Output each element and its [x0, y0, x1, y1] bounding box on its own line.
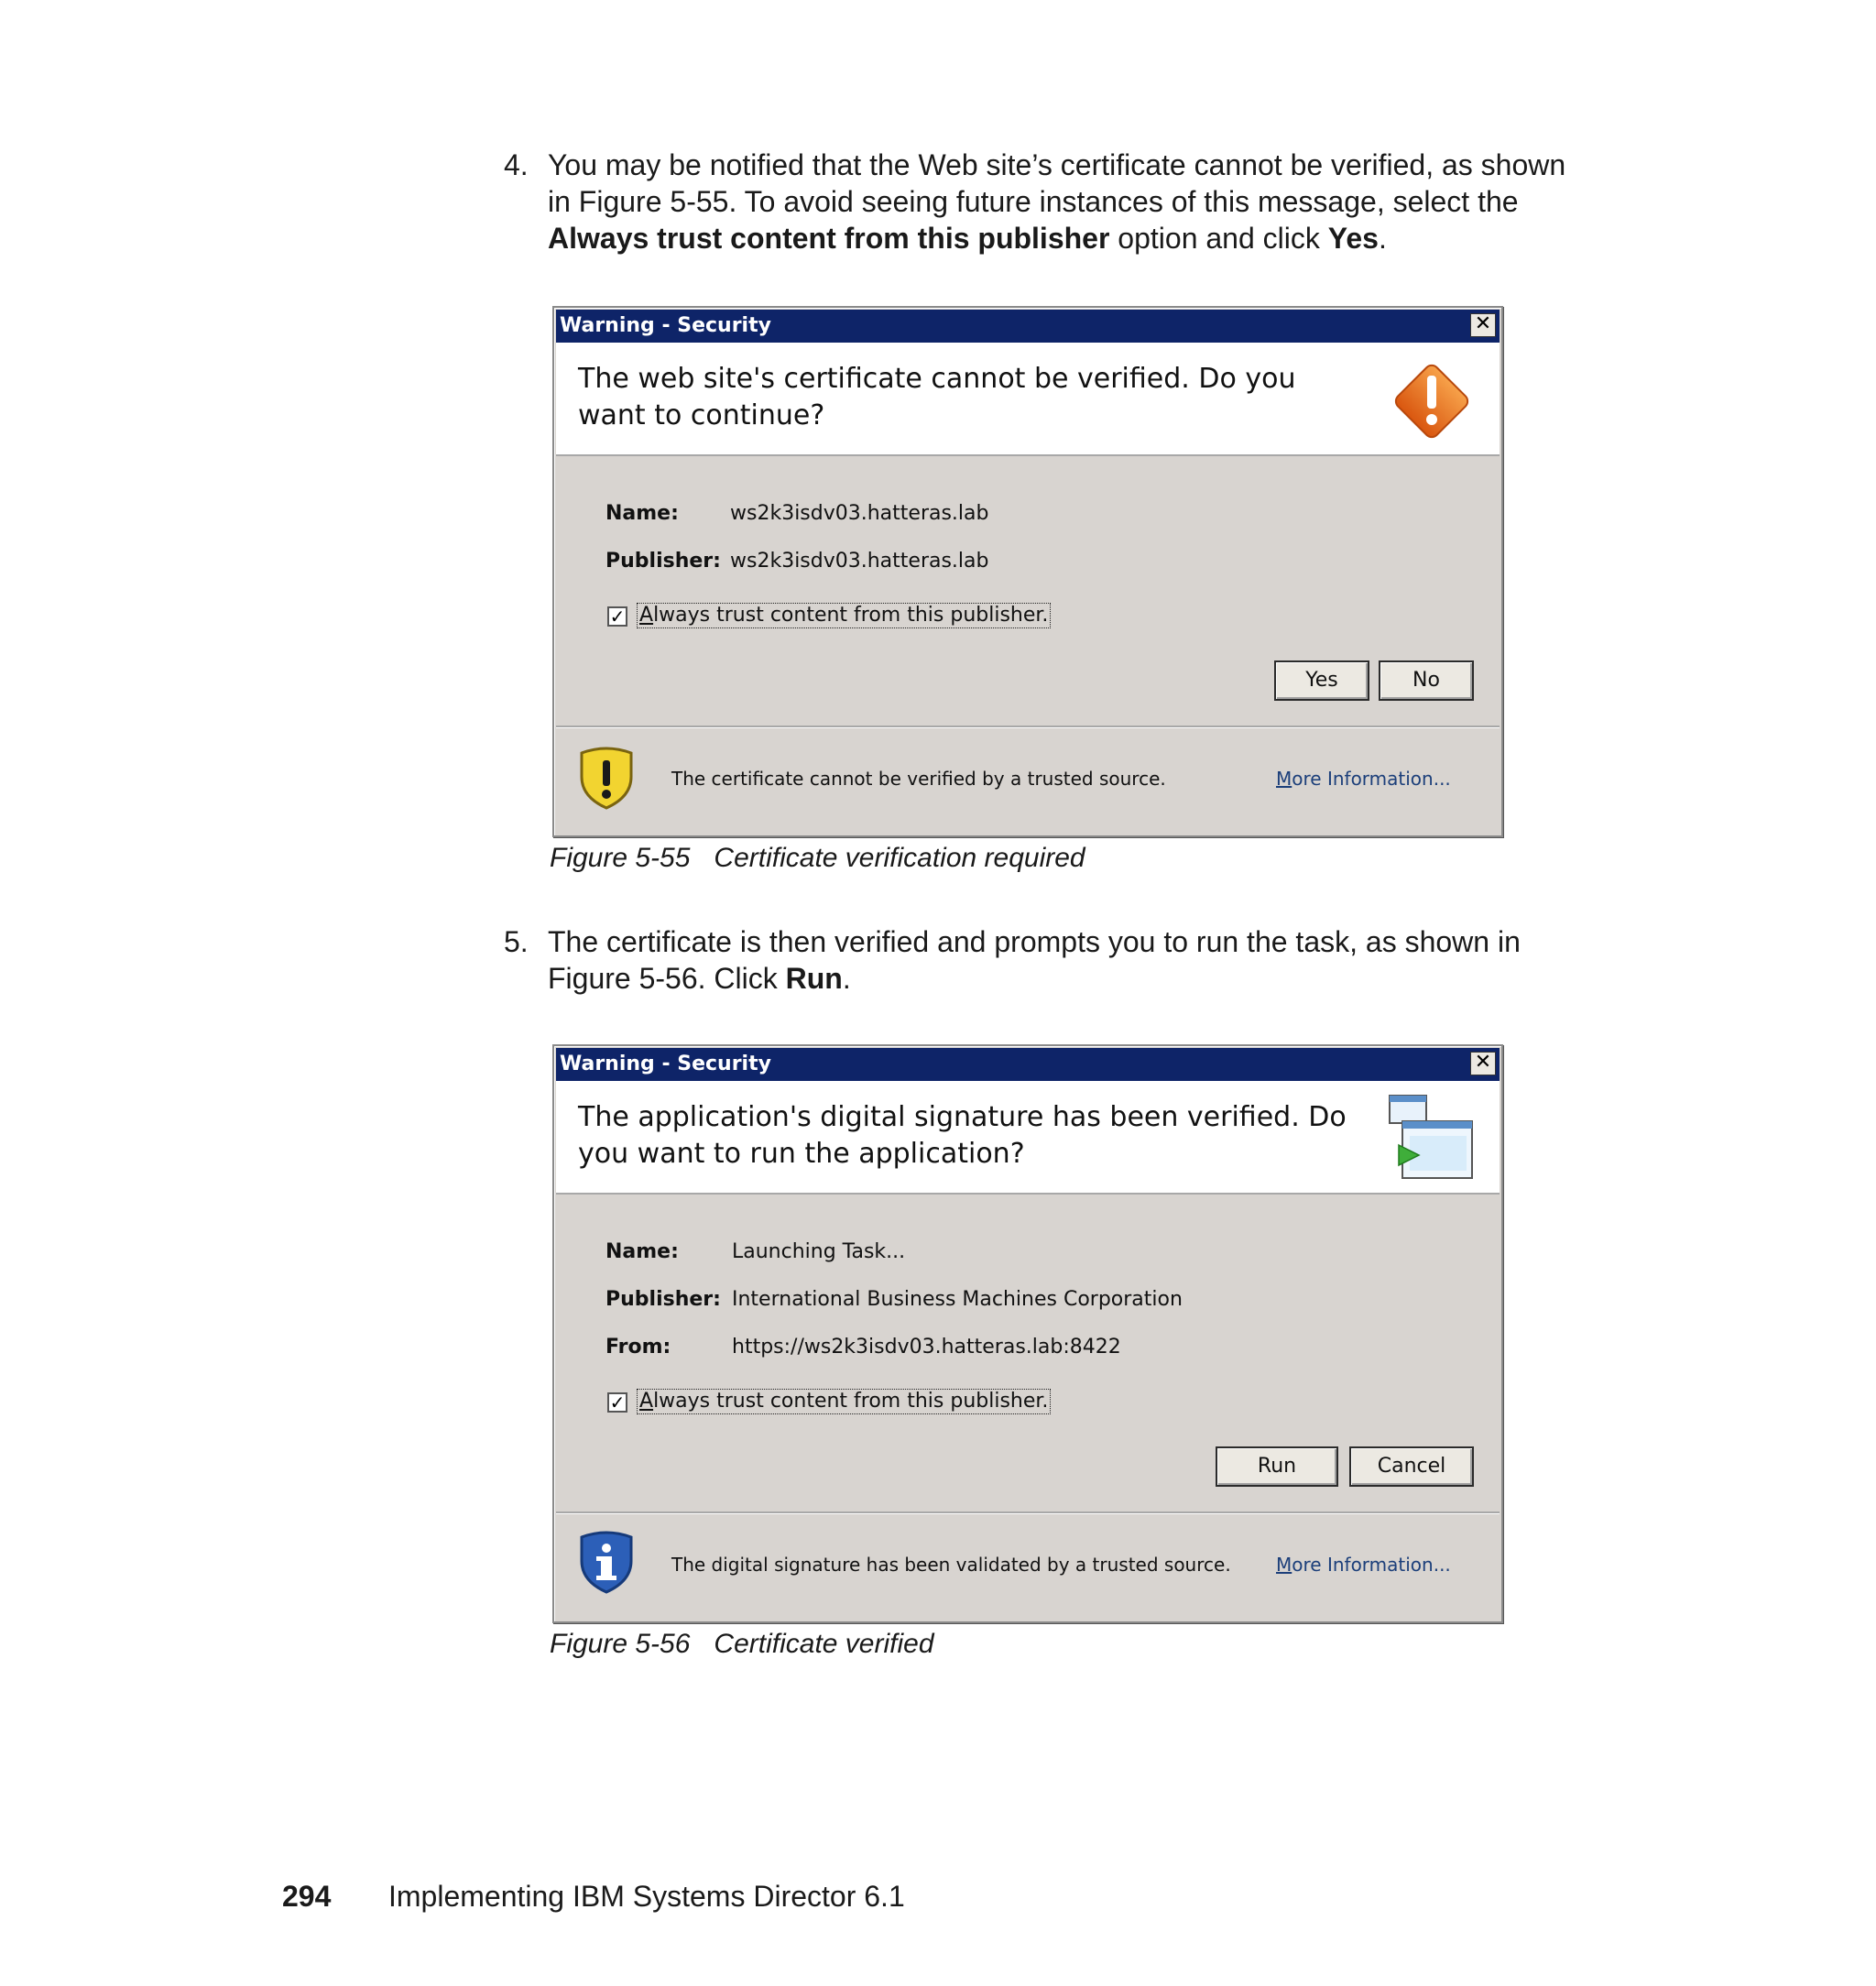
close-icon: ✕ [1474, 312, 1492, 335]
figure-number: Figure 5-55 [550, 843, 691, 873]
close-button[interactable] [1470, 1052, 1496, 1075]
figure-caption [550, 1629, 934, 1660]
step-number: 5. [504, 925, 529, 958]
from-label: From: [605, 1336, 671, 1359]
bold-button-name: Yes [1327, 222, 1379, 255]
yellow-warning-shield-icon [576, 746, 637, 813]
always-trust-label[interactable]: Always trust content from this publisher. [637, 603, 1051, 628]
security-warning-dialog-signature [552, 1044, 1503, 1623]
close-icon: ✕ [1474, 1051, 1492, 1074]
dialog-header-panel [556, 1081, 1500, 1195]
publisher-value: International Business Machines Corporation [732, 1288, 1183, 1311]
close-button[interactable] [1470, 313, 1496, 337]
figure-number: Figure 5-56 [550, 1629, 691, 1659]
dialog-titlebar[interactable] [556, 310, 1500, 343]
cancel-button[interactable]: Cancel [1349, 1446, 1474, 1487]
footer-message: The certificate cannot be verified by a trusted source. [671, 768, 1166, 790]
application-windows-icon [1388, 1094, 1476, 1185]
footer-message: The digital signature has been validated by a trusted source. [671, 1554, 1231, 1576]
figure-title: Certificate verified [714, 1629, 934, 1659]
footer-divider [556, 726, 1500, 728]
more-information-link[interactable]: More Information... [1276, 768, 1451, 790]
step-number: 4. [504, 148, 529, 181]
name-value: Launching Task... [732, 1240, 906, 1263]
step-text: You may be notified that the Web site’s certificate cannot be verified, as shown in Figure 5-55. To avoid seeing future instances of this message, select the Always trust content from this publisher option and click Yes. [548, 148, 1566, 255]
security-warning-dialog-certificate [552, 306, 1503, 837]
blue-info-shield-icon [576, 1530, 637, 1598]
always-trust-label[interactable]: Always trust content from this publisher. [637, 1389, 1051, 1414]
publisher-label: Publisher: [605, 550, 721, 573]
yes-button[interactable]: Yes [1274, 660, 1369, 701]
book-title: Implementing IBM Systems Director 6.1 [388, 1880, 905, 1913]
page-number: 294 [282, 1880, 332, 1913]
dialog-titlebar[interactable] [556, 1048, 1500, 1081]
footer-divider [556, 1511, 1500, 1514]
warning-diamond-icon [1384, 354, 1479, 453]
name-label: Name: [605, 1240, 679, 1263]
dialog-header-text: The application's digital signature has been verified. Do you want to run the application? [578, 1101, 1347, 1170]
from-value: https://ws2k3isdv03.hatteras.lab:8422 [732, 1336, 1121, 1359]
dialog-title: Warning - Security [560, 314, 771, 337]
publisher-label: Publisher: [605, 1288, 721, 1311]
dialog-header-panel [556, 343, 1500, 456]
name-value: ws2k3isdv03.hatteras.lab [730, 502, 989, 525]
always-trust-checkbox[interactable] [607, 606, 627, 627]
no-button[interactable]: No [1379, 660, 1474, 701]
step-text: The certificate is then verified and prompts you to run the task, as shown in Figure 5-56. Click Run. [548, 925, 1521, 995]
bold-option-name: Always trust content from this publisher [548, 222, 1110, 255]
more-information-link[interactable]: More Information... [1276, 1554, 1451, 1576]
dialog-header-text: The web site's certificate cannot be verified. Do you want to continue? [578, 363, 1296, 431]
checkmark-icon: ✓ [609, 1391, 626, 1413]
figure-title: Certificate verification required [714, 843, 1085, 873]
run-button[interactable]: Run [1216, 1446, 1338, 1487]
figure-caption [550, 843, 1085, 874]
dialog-title: Warning - Security [560, 1053, 771, 1075]
always-trust-checkbox[interactable] [607, 1392, 627, 1413]
name-label: Name: [605, 502, 679, 525]
publisher-value: ws2k3isdv03.hatteras.lab [730, 550, 989, 573]
checkmark-icon: ✓ [609, 606, 626, 627]
bold-button-name: Run [785, 962, 843, 995]
